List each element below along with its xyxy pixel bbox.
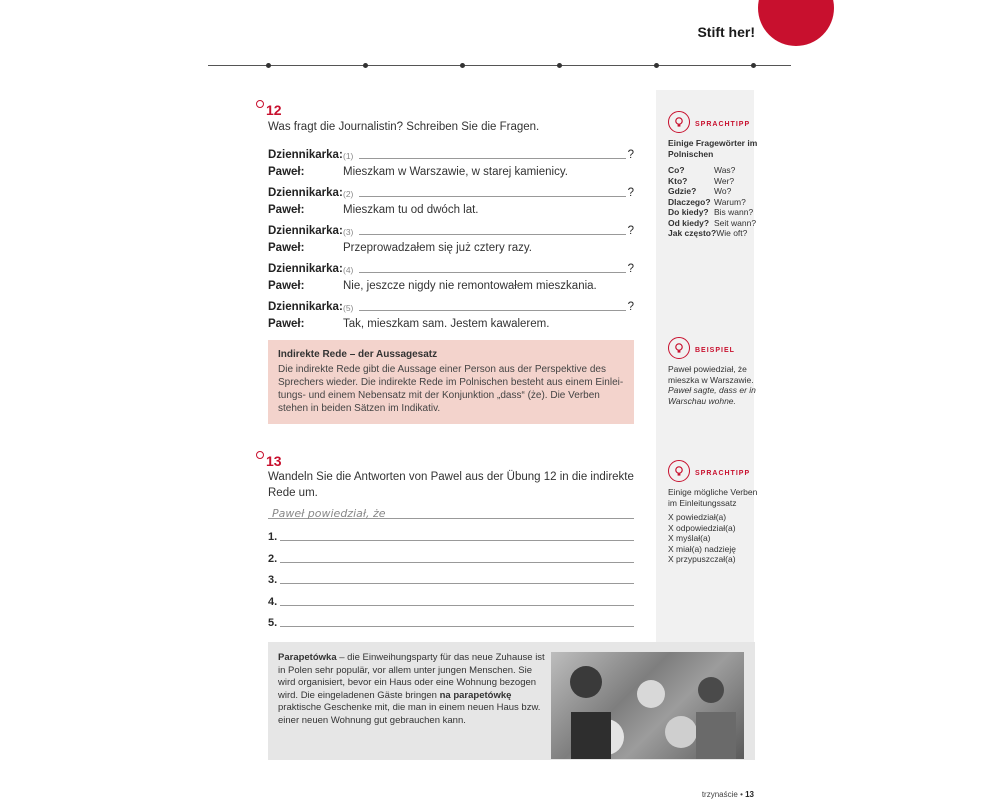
question-input[interactable] — [359, 224, 626, 235]
culture-term-2: na parapetówkę — [439, 689, 512, 701]
page-word: trzynaście — [701, 790, 738, 799]
question-index: (1) — [343, 151, 354, 161]
section-title: Stift her! — [697, 24, 755, 40]
answer-line — [268, 592, 634, 608]
verb-item: X miał(a) nadzieję — [668, 543, 737, 554]
answer-row — [268, 162, 634, 178]
answer-row — [268, 314, 634, 330]
rule-dot — [266, 63, 271, 68]
question-input[interactable] — [359, 186, 626, 197]
word-pl: Gdzie? — [668, 186, 697, 196]
party-photo — [551, 652, 744, 759]
culture-text-a: – die Einweihungsparty für das neue Zuhause ist in Polen sehr populär, vor allem unter jungen Menschen. Sie wird organisiert, bevor ein Haus oder eine Wohnung bezogen wird. Die eingeladenen Gäste bringen — [278, 652, 545, 701]
rule-dot — [654, 63, 659, 68]
tip-label: SPRACHTIPP — [695, 121, 751, 128]
exercise-12-header — [256, 102, 282, 118]
example-text-pl: Paweł powiedział, że mieszka w Warszawie. — [668, 364, 754, 385]
exercise-marker-icon — [256, 451, 264, 459]
word-pl: Jak często? — [668, 228, 717, 238]
question-row — [268, 145, 634, 161]
word-de: Wo? — [714, 186, 732, 196]
answer-text: Nie, jeszcze nigdy nie remontowałem mieszkania. — [343, 280, 597, 292]
question-word — [668, 207, 758, 218]
question-word — [668, 176, 758, 187]
line-number: 3. — [268, 574, 278, 586]
speaker-label: Paweł: — [268, 280, 305, 292]
answer-line — [268, 527, 634, 543]
question-row — [268, 259, 634, 275]
speaker-label: Dziennikarka: — [268, 225, 343, 237]
rule-dot — [751, 63, 756, 68]
question-index: (5) — [343, 303, 354, 313]
word-pl: Dlaczego? — [668, 196, 711, 207]
grammar-box — [268, 340, 634, 424]
answer-input[interactable] — [280, 562, 634, 563]
exercise-marker-icon — [256, 100, 264, 108]
word-pl: Od kiedy? — [668, 217, 710, 228]
question-word — [668, 165, 758, 176]
sprachtipp-box-1 — [668, 111, 758, 239]
word-de: Warum? — [714, 196, 746, 207]
line-number: 1. — [268, 531, 278, 543]
verb-item: X przypuszczał(a) — [668, 554, 736, 564]
speaker-label: Paweł: — [268, 318, 305, 330]
rule-dot — [363, 63, 368, 68]
answer-text: Mieszkam w Warszawie, w starej kamienicy. — [343, 166, 568, 178]
question-index: (4) — [343, 265, 354, 275]
speaker-label: Paweł: — [268, 242, 305, 254]
grammar-text: Die indirekte Rede gibt die Aussage einer Person aus der Perspektive des Sprechers wieder. Die indirekte Rede im Polnischen besteht aus einem Einleitungs- und einem Nebensatz mit der Konjunktion „dass“ (że). Die Verben stehen in beiden Sätzen im Indikativ. — [278, 364, 624, 414]
culture-text-b: praktische Geschenke mit, die man in einem neuen Haus bzw. einer neuen Wohnung gut gebrauchen kann. — [278, 702, 541, 726]
question-row — [268, 221, 634, 237]
verb-item: X powiedział(a) — [668, 512, 727, 522]
speaker-label: Dziennikarka: — [268, 187, 343, 199]
tip-label: SPRACHTIPP — [695, 470, 751, 477]
question-index: (3) — [343, 227, 354, 237]
corner-decoration — [758, 0, 834, 46]
word-de: Wer? — [714, 175, 735, 186]
question-index: (2) — [343, 189, 354, 199]
speaker-label: Paweł: — [268, 204, 305, 216]
line-number: 4. — [268, 595, 278, 608]
answer-input[interactable] — [280, 605, 634, 606]
answer-input[interactable] — [280, 540, 634, 541]
word-de: Wie oft? — [716, 228, 748, 238]
speaker-label: Dziennikarka: — [268, 263, 343, 275]
grammar-box-title: Indirekte Rede – der Aussagesatz — [278, 349, 438, 360]
speaker-label: Dziennikarka: — [268, 301, 343, 313]
lightbulb-icon — [668, 337, 690, 359]
verb-item: X myślał(a) — [668, 533, 711, 543]
example-answer: Paweł powiedział, że — [272, 507, 386, 520]
answer-input[interactable] — [280, 583, 634, 584]
exercise-13-instruction: Wandeln Sie die Antworten von Pawel aus der Übung 12 in die indirekte Rede um. — [268, 471, 634, 499]
speaker-label: Paweł: — [268, 166, 305, 178]
word-de: Was? — [714, 165, 736, 175]
word-de: Bis wann? — [714, 207, 754, 217]
exercise-number: 13 — [266, 453, 282, 469]
question-input[interactable] — [359, 262, 626, 273]
exercise-12-instruction: Was fragt die Journalistin? Schreiben Sie die Fragen. — [268, 121, 540, 133]
question-input[interactable] — [359, 300, 626, 311]
answer-text: Przeprowadzałem się już cztery razy. — [343, 242, 532, 254]
answer-line — [268, 613, 634, 629]
rule-dot — [557, 63, 562, 68]
page-footer: trzynaście • 13 — [701, 790, 754, 799]
question-row — [268, 183, 634, 199]
answer-input[interactable] — [280, 626, 634, 627]
lightbulb-icon — [668, 460, 690, 482]
question-word — [668, 218, 758, 229]
answer-line — [268, 549, 634, 565]
question-word — [668, 197, 758, 208]
line-number: 2. — [268, 552, 278, 565]
culture-term: Parapetówka — [278, 652, 337, 663]
tip-label: BEISPIEL — [695, 347, 735, 354]
answer-row — [268, 200, 634, 216]
word-pl: Kto? — [668, 175, 688, 186]
sprachtipp-box-2 — [668, 460, 758, 565]
question-word — [668, 228, 758, 239]
word-pl: Co? — [668, 165, 685, 175]
answer-line — [268, 570, 634, 586]
question-mark: ? — [627, 149, 634, 161]
example-line — [268, 504, 634, 519]
example-text-de: Paweł sagte, dass er in Warschau wohne. — [668, 385, 756, 406]
question-mark: ? — [627, 263, 634, 275]
question-mark: ? — [627, 187, 634, 199]
tip-heading: Einige Fragewörter im Polnischen — [668, 138, 758, 159]
exercise-number: 12 — [266, 102, 282, 118]
answer-text: Mieszkam tu od dwóch lat. — [343, 204, 479, 216]
lightbulb-icon — [668, 111, 690, 133]
page-number: 13 — [745, 790, 754, 799]
grammar-box-text — [278, 363, 628, 415]
verb-item: X odpowiedział(a) — [668, 522, 736, 533]
rule-dot — [460, 63, 465, 68]
word-pl: Do kiedy? — [668, 207, 709, 217]
question-input[interactable] — [359, 148, 626, 159]
answer-row — [268, 276, 634, 292]
exercise-13-header — [256, 453, 282, 469]
question-word — [668, 186, 758, 197]
speaker-label: Dziennikarka: — [268, 149, 343, 161]
answer-text: Tak, mieszkam sam. Jestem kawalerem. — [343, 318, 550, 330]
question-row — [268, 297, 634, 313]
word-de: Seit wann? — [714, 217, 757, 228]
tip-heading: Einige mögliche Verben im Einleitungssatz — [668, 487, 758, 508]
culture-text — [278, 652, 546, 727]
beispiel-box — [668, 337, 758, 406]
question-mark: ? — [627, 225, 634, 237]
answer-row — [268, 238, 634, 254]
line-number: 5. — [268, 617, 278, 629]
header-rule — [208, 65, 791, 66]
question-mark: ? — [627, 301, 634, 313]
